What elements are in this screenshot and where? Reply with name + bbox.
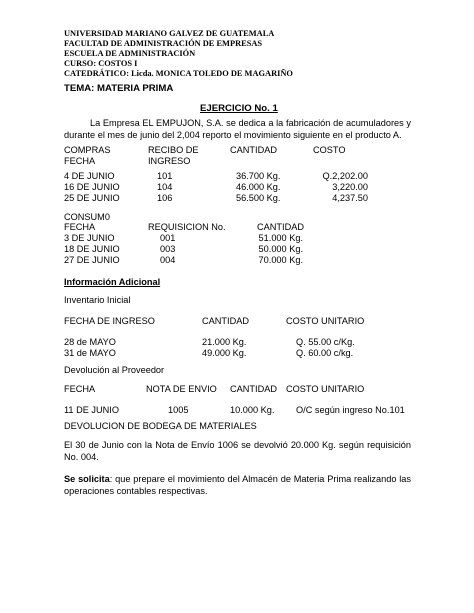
additional-info-title: Información Adicional — [64, 277, 161, 287]
inventory-date: 28 de MAYO — [64, 337, 116, 347]
return-date: 11 DE JUNIO — [64, 405, 119, 415]
university-name: UNIVERSIDAD MARIANO GALVEZ DE GUATEMALA — [64, 29, 275, 38]
inventory-date: 31 de MAYO — [64, 348, 116, 358]
purchase-date: 4 DE JUNIO — [64, 171, 115, 181]
professor-name: CATEDRÁTICO: Licda. MONICA TOLEDO DE MAGARIÑO — [64, 69, 293, 78]
col-header-nota-envio: NOTA DE ENVIO — [146, 384, 217, 394]
consumption-title: CONSUM0 — [64, 212, 110, 222]
consumption-date: 18 DE JUNIO — [64, 244, 120, 254]
consumption-requisition: 004 — [160, 255, 176, 265]
purchase-cost: 3,220.00 — [332, 182, 368, 192]
request-label: Se solicita — [64, 474, 110, 484]
warehouse-return-title: DEVOLUCION DE BODEGA DE MATERIALES — [64, 421, 257, 431]
consumption-requisition: 001 — [160, 233, 176, 243]
consumption-date: 27 DE JUNIO — [64, 255, 120, 265]
inventory-unit-cost: Q. 60.00 c/kg. — [296, 348, 354, 358]
topic-title: TEMA: MATERIA PRIMA — [64, 83, 174, 94]
purchase-receipt: 106 — [157, 193, 173, 203]
inventory-unit-cost: Q. 55.00 c/Kg. — [296, 337, 355, 347]
return-note-number: 1005 — [168, 405, 189, 415]
col-header-cantidad: CANTIDAD — [230, 384, 277, 394]
col-header-fecha: FECHA — [64, 384, 96, 394]
consumption-quantity: 50.000 Kg. — [258, 244, 303, 254]
school-name: ESCUELA DE ADMINISTRACIÓN — [64, 49, 196, 58]
col-header-fecha: FECHA — [64, 222, 96, 232]
purchase-quantity: 56.500 Kg. — [236, 193, 281, 203]
consumption-date: 3 DE JUNIO — [64, 233, 115, 243]
intro-paragraph: La Empresa EL EMPUJON, S.A. se dedica a la fabricación de acumuladores y durante el mes de junio del 2,004 reporto el movimiento siguiente en el producto A. — [64, 118, 411, 140]
warehouse-return-paragraph: El 30 de Junio con la Nota de Envío 1006 se devolvió 20.000 Kg. según requisición No. 004. — [64, 440, 411, 462]
purchase-quantity: 46.000 Kg. — [236, 182, 281, 192]
col-header-recibo: RECIBO DE — [148, 145, 199, 155]
initial-inventory-title: Inventario Inicial — [64, 295, 131, 305]
purchase-date: 16 DE JUNIO — [64, 182, 120, 192]
col-header-costo-unitario: COSTO UNITARIO — [286, 316, 365, 326]
faculty-name: FACULTAD DE ADMINISTRACIÓN DE EMPRESAS — [64, 39, 263, 48]
purchase-receipt: 104 — [157, 182, 173, 192]
consumption-quantity: 70.000 Kg. — [258, 255, 303, 265]
course-name: CURSO: COSTOS I — [64, 59, 138, 68]
col-header-fecha: FECHA — [64, 156, 96, 166]
purchase-date: 25 DE JUNIO — [64, 193, 120, 203]
exercise-title: EJERCICIO No. 1 — [200, 103, 278, 114]
col-header-costo: COSTO — [313, 145, 346, 155]
purchase-quantity: 36.700 Kg. — [236, 171, 281, 181]
purchase-cost: 4,237.50 — [332, 193, 368, 203]
col-header-costo-unitario: COSTO UNITARIO — [286, 384, 365, 394]
consumption-requisition: 003 — [160, 244, 176, 254]
col-header-compras: COMPRAS — [64, 145, 111, 155]
col-header-cantidad: CANTIDAD — [230, 145, 277, 155]
inventory-quantity: 21.000 Kg. — [202, 337, 247, 347]
col-header-cantidad: CANTIDAD — [257, 222, 304, 232]
purchase-receipt: 101 — [157, 171, 173, 181]
col-header-requisicion: REQUISICION No. — [148, 222, 226, 232]
return-quantity: 10.000 Kg. — [230, 405, 275, 415]
purchase-cost: Q.2,202.00 — [322, 171, 368, 181]
request-text: : que prepare el movimiento del Almacén de Materia Prima realizando las operaciones contables respectivas. — [64, 474, 412, 496]
col-header-fecha-ingreso: FECHA DE INGRESO — [64, 316, 155, 326]
consumption-quantity: 51.000 Kg. — [258, 233, 303, 243]
col-header-ingreso: INGRESO — [148, 156, 191, 166]
col-header-cantidad: CANTIDAD — [202, 316, 249, 326]
inventory-quantity: 49.000 Kg. — [202, 348, 247, 358]
supplier-return-title: Devolución al Proveedor — [64, 365, 165, 375]
request-paragraph — [64, 474, 411, 497]
return-unit-cost: O/C según ingreso No.101 — [296, 405, 405, 415]
